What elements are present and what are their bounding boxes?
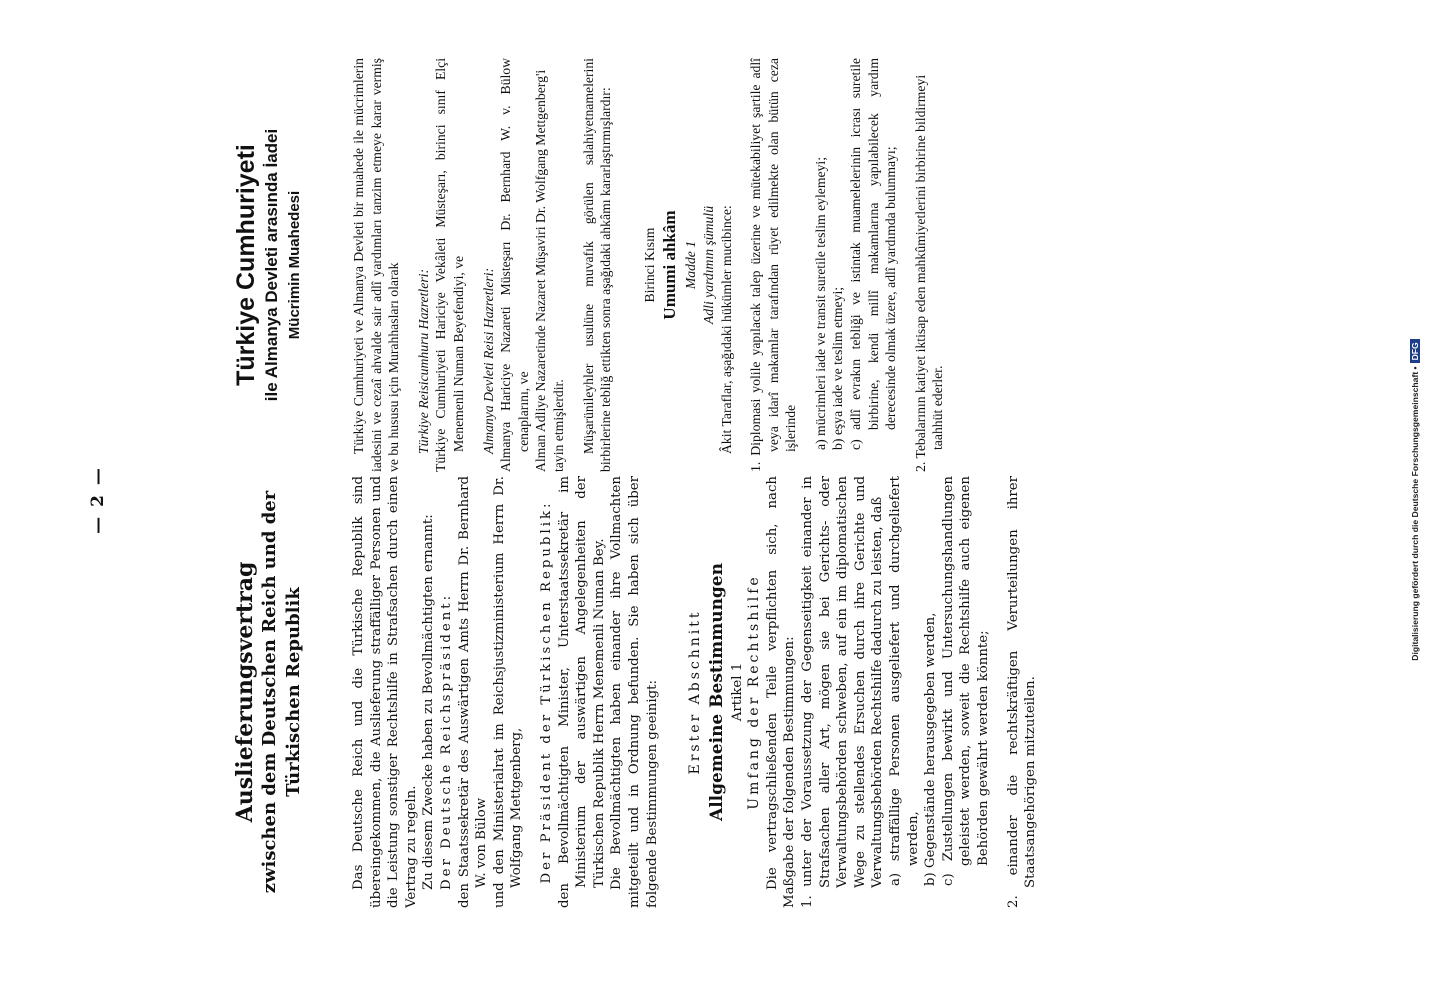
german-item-1: 1. unter der Voraussetzung der Gegenseitigkeit einander in Strafsachen aller Art, mögen sie bei Gerichts- oder Verwaltungsbehörden schweben, auf ein im diplomatischen Wege zu stellendes Ersuchen durch ihre Gerichte und Verwaltungsbehörden Rechtshilfe dadurch zu leisten, daß [800, 476, 886, 908]
turkish-item-2: 2. Tebalarının katiyet iktisap eden mahkûmiyetlerini birbirine bildirmeyi [912, 74, 928, 472]
german-reichs-delegate-2: und den Ministerialrat im Reichsjustizministerium Herrn Dr. Wolfgang Mettgenberg, [491, 476, 525, 908]
turkish-item-1: 1. Diplomasi yolile yapılacak talep üzerine ve mütekabiliyet şartile adlî veya idarî makamlar tarafından rüyet edilmekte olan bütün ceza işlerinde [748, 58, 799, 472]
turkish-article-label: Madde 1 [683, 240, 699, 290]
german-item-2: 2. einander die rechtskräftigen Verurteilungen ihrer Staatsangehörigen mitzuteilen. [1005, 476, 1039, 908]
german-item-1a: a) straffällige Personen ausgeliefert und durchgeliefert werden, [888, 476, 921, 886]
turkish-title-block [232, 58, 350, 472]
german-section-title: Allgemeine Bestimmungen [706, 563, 727, 821]
turkish-tayin: tayin etmişlerdir. [550, 379, 566, 472]
turkish-reisicumhur-label: Türkiye Reisicumhuru Hazretleri: [415, 268, 431, 454]
turkish-credentials-paragraph: Müşarünileyhler usulüne muvafık görülen salahiyetnamelerini birbirlerine tebliğ ettikten sonra aşağıdaki ahkâmı kararlaştırmışlardır: [580, 58, 614, 472]
german-article-intro: Die vertragschließenden Teile verpflichten sich, nach Maßgabe der folgenden Bestimmungen: [764, 476, 798, 908]
turkish-reis-delegate: Türkiye Cumhuriyeti Hariciye Vekâleti Müsteşarı, birinci sınıf Elçi Menemenli Numan Beyefendiyi, ve [433, 58, 466, 472]
german-text-column [232, 476, 1040, 908]
turkish-text-column [232, 58, 947, 472]
german-item-1c: c) Zustellungen bewirkt und Untersuchungshandlungen geleistet werden, soweit die Rechtshilfe auch eigenen Behörden gewährt werden könnte; [940, 476, 991, 886]
dfg-logo: DFG [1410, 339, 1420, 363]
german-title: Auslieferungsvertrag [232, 561, 258, 823]
turkish-item-1a: a) mücrimleri iade ve transit suretile teslim eylemeyi; [812, 156, 828, 450]
turkish-section-title: Umumi ahkâm [660, 210, 680, 320]
german-credentials-paragraph: Die Bevollmächtigten haben einander ihre Vollmachten mitgeteilt und in Ordnung befunden. Sie haben sich über folgende Bestimmungen geeinigt: [609, 476, 660, 908]
turkish-almanya-label: Almanya Devleti Reisi Hazretleri: [480, 267, 496, 454]
german-item-1b: b) Gegenstände herausgegeben werden, [923, 612, 939, 886]
turkish-almanya-delegate-1: Almanya Hariciye Nazareti Müsteşarı Dr. Bernhard W. v. Bülow cenaplarını, ve [498, 58, 531, 472]
german-preamble: Das Deutsche Reich und die Türkische Republik sind übereingekommen, die Auslieferung straffälliger Personen und die Leistung sonstiger Rechtshilfe in Strafsachen durch einen Vertrag zu regeln. [351, 476, 419, 908]
turkish-item-1c: c) adlî evrakın tebliği ve istintak muamelelerinin icrası suretile birbirine, kendi millî makamlarına yapılabilecek yardım derecesinde olmak üzere, adlî yardımda bulunmayı; [848, 58, 899, 450]
german-section-label: Erster Abschnitt [687, 609, 704, 775]
digitization-stamp-text: Digitalisierung gefördert durch die Deutsche Forschungsgemeinschaft • [1410, 366, 1420, 661]
german-reichspraesident-label: Der Deutsche Reichspräsident: [438, 592, 454, 890]
german-plenipotentiaries-intro: Zu diesem Zwecke haben zu Bevollmächtigten ernannt: [421, 514, 437, 890]
digitization-stamp [1410, 10, 1420, 990]
turkish-article-intro: Âkit Taraflar, aşağıdaki hükümler mucibince: [718, 205, 734, 454]
turkish-item-1b: b) eşya iade ve teslim etmeyi; [830, 286, 846, 450]
page-number: — 2 — [88, 466, 108, 534]
german-tr-delegate: den Bevollmächtigten Minister, Unterstaatssekretär im Ministerium der auswärtigen Angelegenheiten der Türkischen Republik Herrn Menemenli Numan Bey. [556, 476, 607, 908]
turkish-preamble: Türkiye Cumhuriyeti ve Almanya Devleti bir muahede ile mücrimlerin iadesini ve cezaî ahvalde sair adlî yardımları tanzim etmeye karar vermiş ve bu hususu için Murahhasları olarak [351, 58, 402, 472]
turkish-subtitle-2: Mücrimin Muahedesi [286, 190, 303, 340]
turkish-title: Türkiye Cumhuriyeti [232, 144, 260, 386]
german-article-label: Artikel 1 [729, 662, 745, 722]
turkish-section-label: Birinci Kısım [641, 227, 657, 303]
turkish-almanya-delegate-2: Alman Adliye Nazaretinde Nazaret Müşaviri Dr. Wolfgang Mettgenberg'i [533, 69, 549, 472]
turkish-article-title: Adli yardımın şümulü [700, 205, 716, 325]
german-reichs-delegate-1: den Staatssekretär des Auswärtigen Amts Herrn Dr. Bernhard W. von Bülow [456, 476, 490, 908]
german-article-title: Umfang der Rechtshilfe [746, 574, 763, 810]
german-tr-president-label: Der Präsident der Türkischen Republik: [538, 500, 554, 884]
german-subtitle: zwischen dem Deutschen Reich und der Türkischen Republik [259, 490, 304, 894]
turkish-subtitle: ile Almanya Devleti arasında İadei [262, 128, 281, 402]
turkish-item-2-end: taahhüt ederler. [930, 365, 946, 450]
german-title-block [232, 476, 350, 908]
